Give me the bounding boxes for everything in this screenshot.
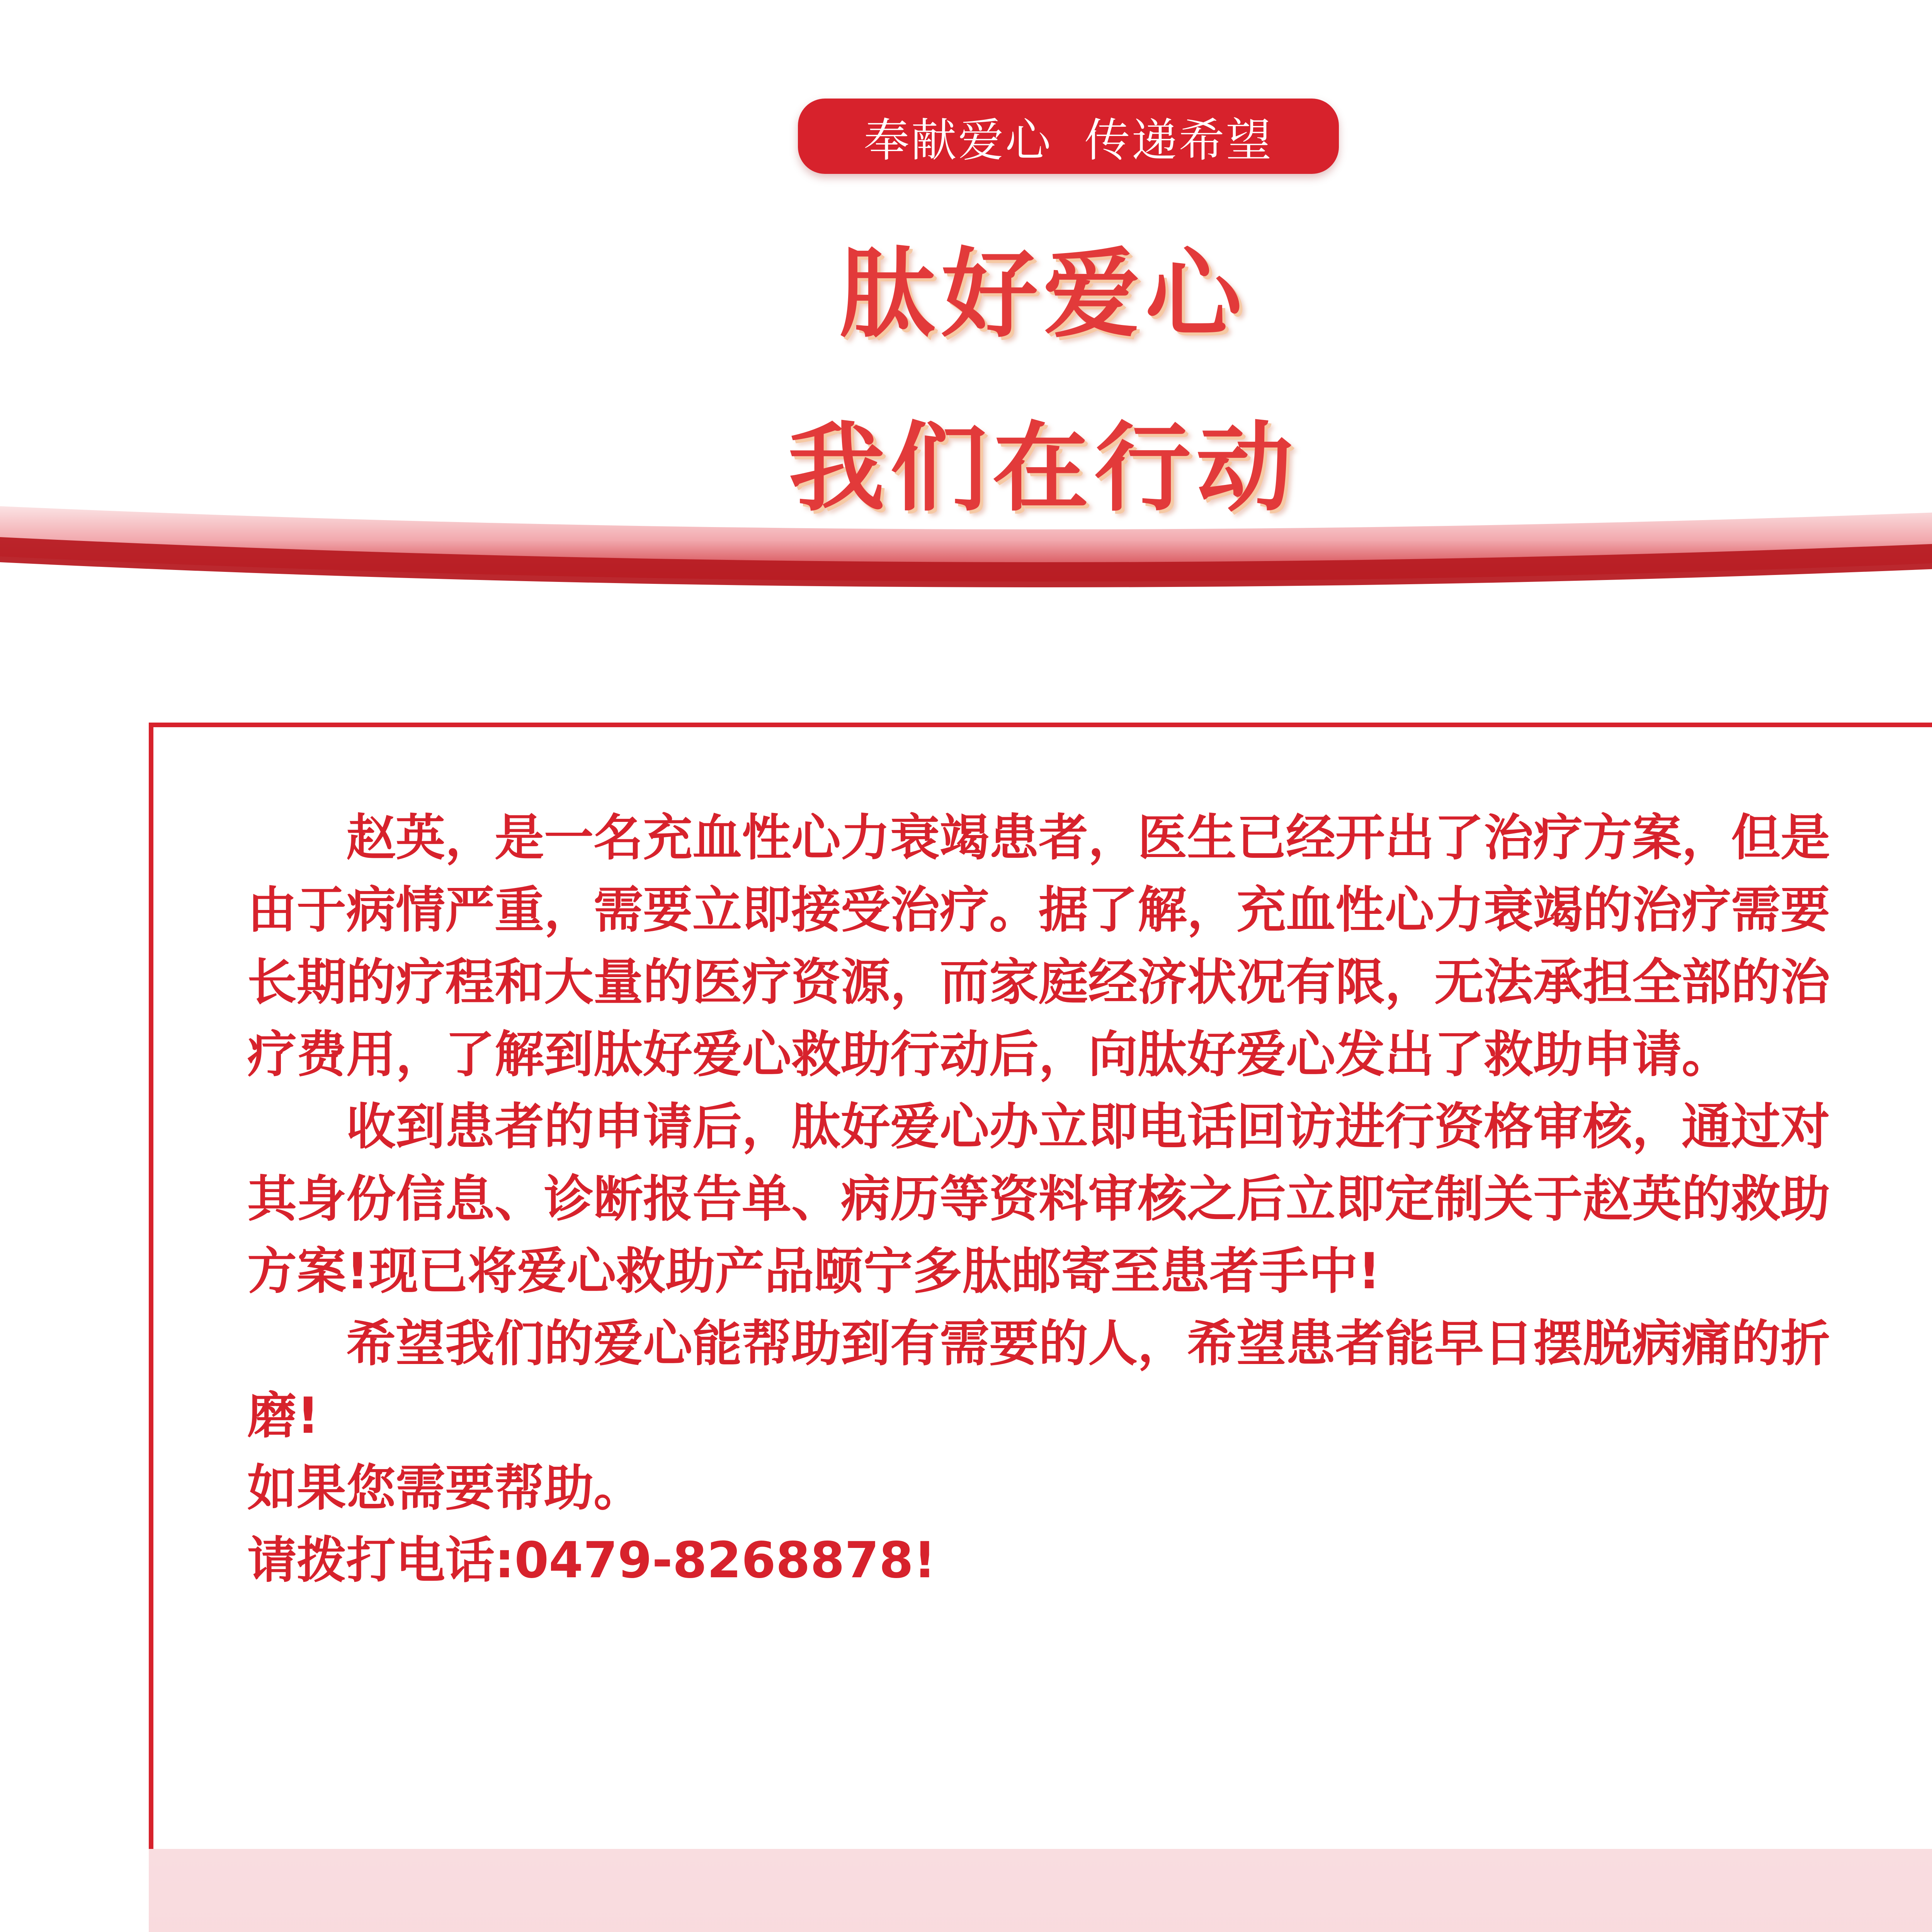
- story-help-line: 如果您需要帮助。: [247, 1459, 643, 1517]
- title-line-1: 肽好爱心: [839, 238, 1247, 350]
- header-wave-decoration: [0, 479, 1932, 607]
- story-paragraph-3: 希望我们的爱心能帮助到有需要的人，希望患者能早日摆脱病痛的折磨!: [247, 1315, 1830, 1445]
- title-line-2: 我们在行动: [788, 412, 1298, 524]
- story-paragraph-2: 收到患者的申请后，肽好爱心办立即电话回访进行资格审核，通过对其身份信息、诊断报告单、病历等资料审核之后立即定制关于赵英的救助方案!现已将爱心救助产品颐宁多肽邮寄至患者手中!: [247, 1098, 1830, 1300]
- story-phone-line: 请拨打电话:0479-8268878!: [247, 1532, 936, 1589]
- story-paragraph-1: 赵英，是一名充血性心力衰竭患者，医生已经开出了治疗方案，但是由于病情严重，需要立即接受治疗。据了解，充血性心力衰竭的治疗需要长期的疗程和大量的医疗资源，而家庭经济状况有限，无法承担全部的治疗费用，了解到肽好爱心救助行动后，向肽好爱心发出了救助申请。: [247, 809, 1830, 1083]
- slogan-pill: [798, 99, 1339, 174]
- slogan-text: 奉献爱心 传递希望: [864, 113, 1273, 167]
- story-text: [247, 802, 1862, 1597]
- bottom-banner: [149, 1849, 1932, 1932]
